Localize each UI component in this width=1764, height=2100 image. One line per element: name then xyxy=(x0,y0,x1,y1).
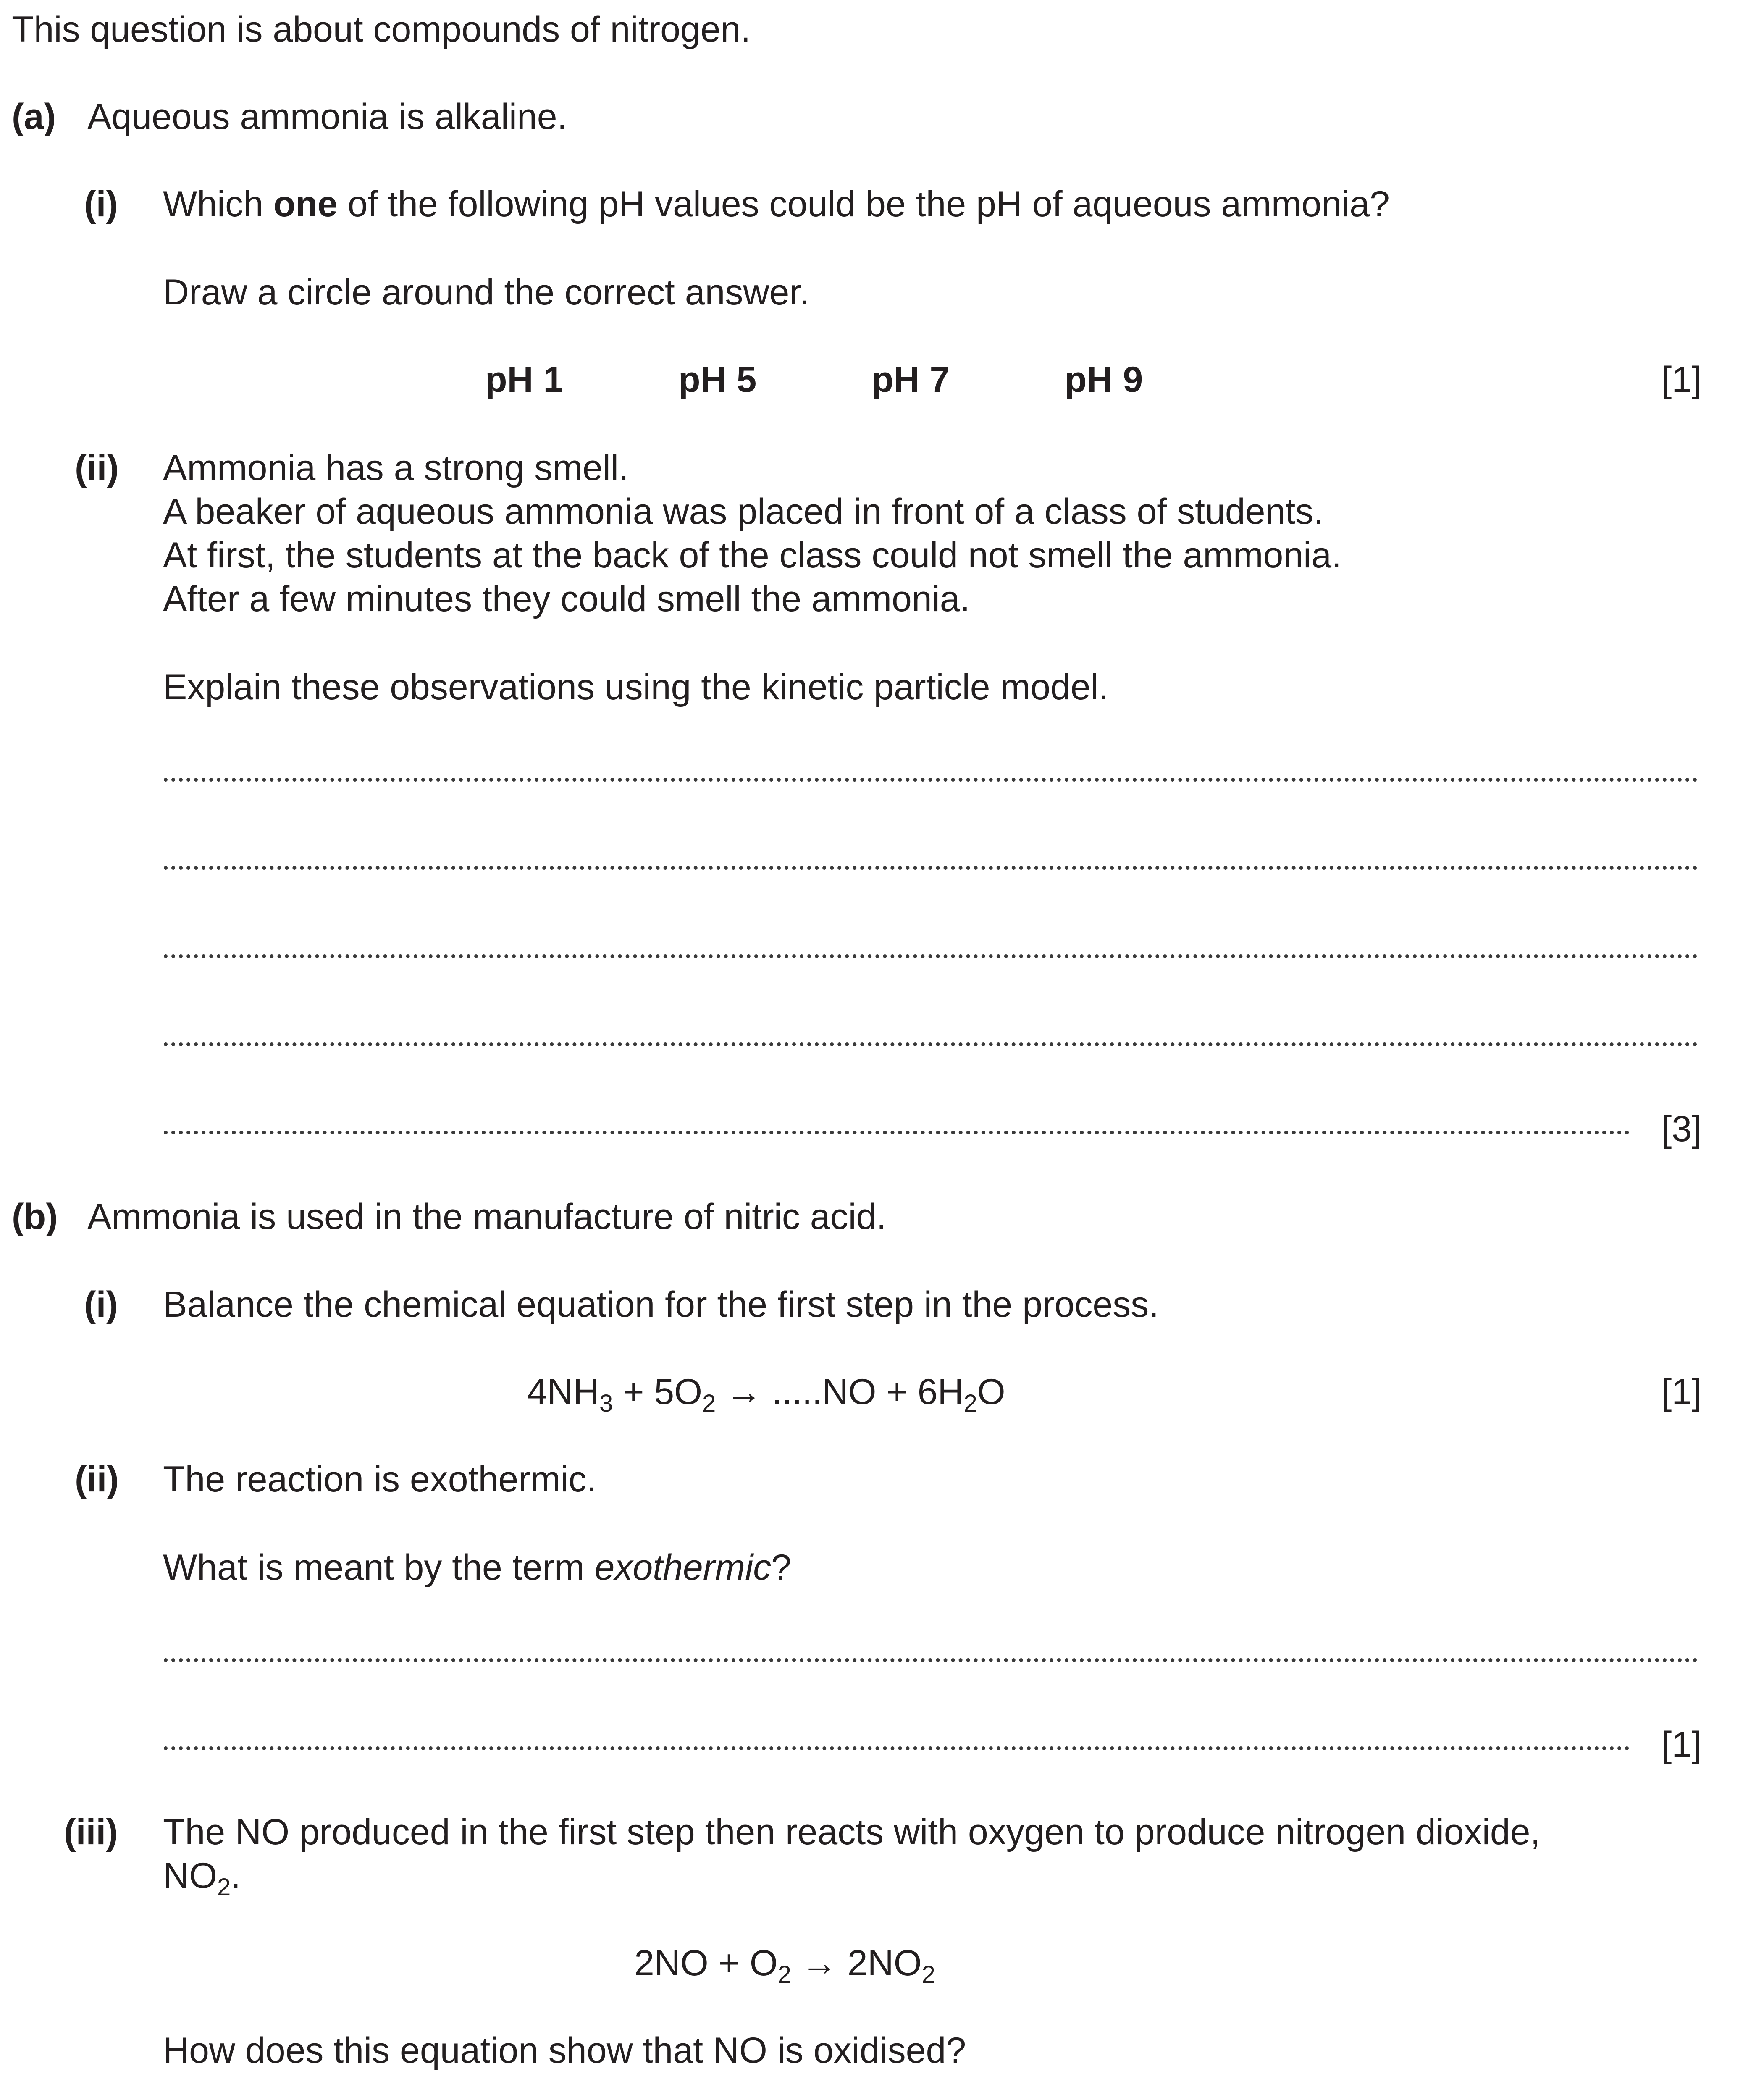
answer-line[interactable] xyxy=(164,778,1698,782)
part-a-i-question: Which one of the following pH values could be the pH of aqueous ammonia? xyxy=(163,184,1390,224)
part-b-iii-question: How does this equation show that NO is oxidised? xyxy=(163,2030,966,2071)
part-b-i-text: Balance the chemical equation for the first step in the process. xyxy=(163,1284,1159,1325)
part-a-ii-line-2: A beaker of aqueous ammonia was placed in front of a class of students. xyxy=(163,491,1324,532)
answer-line[interactable] xyxy=(164,954,1698,958)
part-b-ii-question: What is meant by the term exothermic? xyxy=(163,1547,792,1588)
part-a-ii-mark: [3] xyxy=(1662,1109,1702,1149)
part-a-ii-label: (ii) xyxy=(75,448,119,488)
part-b-i-label: (i) xyxy=(84,1284,118,1325)
part-b-text: Ammonia is used in the manufacture of nitric acid. xyxy=(87,1197,887,1237)
part-a-i-instruction: Draw a circle around the correct answer. xyxy=(163,272,810,312)
ph-option-5[interactable]: pH 5 xyxy=(678,360,757,400)
part-a-ii-question: Explain these observations using the kinetic particle model. xyxy=(163,667,1109,707)
part-b-ii-mark: [1] xyxy=(1662,1725,1702,1765)
part-b-i-mark: [1] xyxy=(1662,1372,1702,1412)
part-b-iii-line-2: $NO_2$. xyxy=(163,1856,241,1901)
part-b-ii-label: (ii) xyxy=(75,1459,119,1499)
equation-ammonia-oxidation: $4NH_3 + 5O_2 \to .....NO + 6H_2O$ xyxy=(527,1372,1005,1417)
equation-no-oxidation: $2NO + O_2 \to 2NO_2$ xyxy=(634,1943,935,1988)
answer-line[interactable] xyxy=(164,1131,1630,1134)
answer-line[interactable] xyxy=(164,866,1698,870)
part-a-ii-line-3: At first, the students at the back of the class could not smell the ammonia. xyxy=(163,535,1341,575)
part-b-label: (b) xyxy=(12,1197,58,1237)
part-a-ii-line-4: After a few minutes they could smell the ammonia. xyxy=(163,579,970,619)
question-intro: This question is about compounds of nitrogen. xyxy=(12,9,751,50)
part-b-iii-line-1: The NO produced in the first step then reacts with oxygen to produce nitrogen dioxide, xyxy=(163,1812,1541,1852)
part-a-text: Aqueous ammonia is alkaline. xyxy=(87,97,567,137)
part-b-iii-label: (iii) xyxy=(64,1812,118,1852)
part-a-label: (a) xyxy=(12,97,56,137)
ph-option-9[interactable]: pH 9 xyxy=(1065,360,1143,400)
ph-option-7[interactable]: pH 7 xyxy=(872,360,950,400)
answer-line[interactable] xyxy=(164,1658,1698,1662)
part-a-ii-line-1: Ammonia has a strong smell. xyxy=(163,448,629,488)
part-b-ii-text: The reaction is exothermic. xyxy=(163,1459,597,1499)
part-a-i-label: (i) xyxy=(84,184,118,224)
answer-line[interactable] xyxy=(164,1042,1698,1046)
answer-line[interactable] xyxy=(164,1746,1630,1750)
part-a-i-mark: [1] xyxy=(1662,360,1702,400)
ph-option-1[interactable]: pH 1 xyxy=(485,360,564,400)
